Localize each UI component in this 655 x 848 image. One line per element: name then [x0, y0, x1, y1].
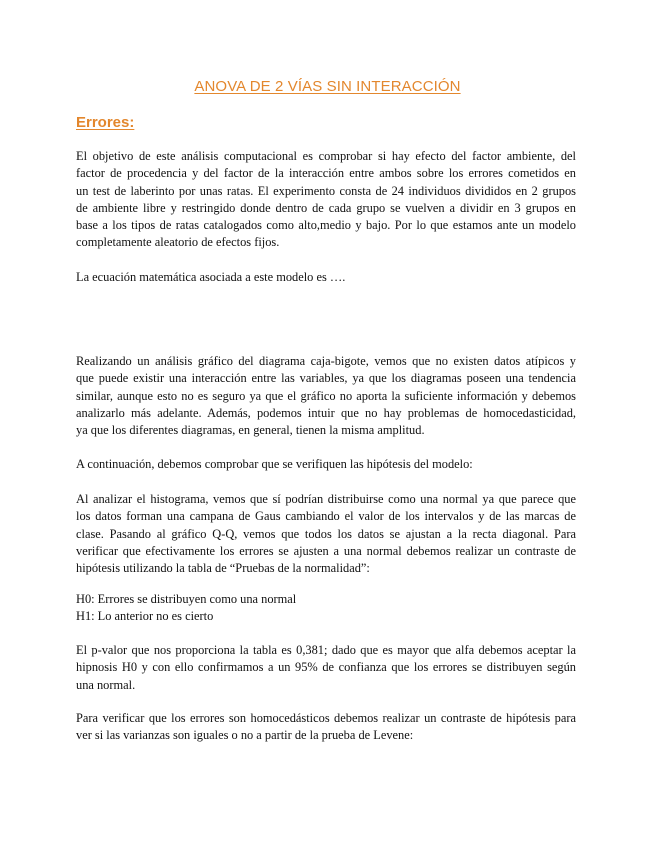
paragraph-line: La ecuación matemática asociada a este modelo es ….	[76, 270, 346, 284]
paragraph-line: clase. Pasando al gráfico Q-Q, vemos que todos los datos se ajustan a la recta diagonal. Para	[76, 526, 576, 541]
paragraph-line: Realizando un análisis gráfico del diagrama caja-bigote, vemos que no existen datos atípicos y	[76, 354, 576, 368]
paragraph-line: ver si las varianzas son iguales o no a partir de la prueba de Levene:	[76, 728, 414, 743]
paragraph-histograma	[76, 491, 576, 577]
hypothesis-h1: H1: Lo anterior no es cierto	[76, 609, 214, 624]
paragraph-line: un test de laberinto por unas ratas. El experimento consta de 24 individuos divididos en 2 grupos	[76, 183, 576, 198]
paragraph-line: Al analizar el histograma, vemos que sí podrían distribuirse como una normal ya que parece que	[76, 492, 576, 506]
paragraph-line: ya que los diferentes diagramas, en general, tienen la misma amplitud.	[76, 423, 425, 438]
paragraph-line: A continuación, debemos comprobar que se verifiquen las hipótesis del modelo:	[76, 457, 473, 471]
paragraph-levene	[76, 710, 576, 745]
section-heading-errores: Errores:	[76, 114, 135, 131]
paragraph-objetivo	[76, 148, 576, 252]
paragraph-line: hipnosis H0 y con ello confirmamos a un 95% de confianza que los errores se distribuyen según	[76, 660, 576, 675]
paragraph-continuacion	[76, 456, 576, 473]
paragraph-line: que puede existir una interacción entre las variables, ya que los diagramas poseen una tendencia	[76, 371, 576, 386]
document-title: ANOVA DE 2 VÍAS SIN INTERACCIÓN	[194, 78, 461, 95]
paragraph-ecuacion	[76, 269, 576, 286]
paragraph-line: completamente aleatorio de efectos fijos.	[76, 235, 280, 250]
paragraph-line: de ambiente libre y restringido donde dentro de cada grupo se vuelven a dividir en 3 grupos en	[76, 200, 576, 215]
paragraph-line: El p-valor que nos proporciona la tabla es 0,381; dado que es mayor que alfa debemos aceptar la	[76, 643, 576, 657]
hypothesis-block	[76, 591, 576, 626]
paragraph-line: analizarlo más adelante. Además, podemos intuir que no hay problemas de homocedasticidad,	[76, 405, 576, 420]
paragraph-line: factor de procedencia y del factor de la interacción entre ambos sobre los errores cometidos en	[76, 166, 576, 181]
paragraph-line: Para verificar que los errores son homocedásticos debemos realizar un contraste de hipótesis para	[76, 711, 576, 725]
paragraph-line: los datos forman una campana de Gaus cambiando el valor de los intervalos y de las marcas de	[76, 509, 576, 524]
hypothesis-h0: H0: Errores se distribuyen como una normal	[76, 592, 297, 606]
paragraph-line: similar, aunque esto no es seguro ya que el gráfico no aporta la suficiente información y debemos	[76, 388, 576, 403]
paragraph-line: El objetivo de este análisis computacional es comprobar si hay efecto del factor ambiente, del	[76, 149, 576, 163]
paragraph-caja-bigote	[76, 353, 576, 439]
paragraph-line: una normal.	[76, 677, 136, 692]
paragraph-p-valor	[76, 642, 576, 694]
paragraph-line: verificar que efectivamente los errores se ajusten a una normal debemos realizar un contraste de	[76, 543, 576, 558]
paragraph-line: base a los tipos de ratas catalogados como alto,medio y bajo. Por lo que estamos ante un modelo	[76, 218, 576, 233]
paragraph-line: hipótesis utilizando la tabla de “Pruebas de la normalidad”:	[76, 561, 370, 576]
